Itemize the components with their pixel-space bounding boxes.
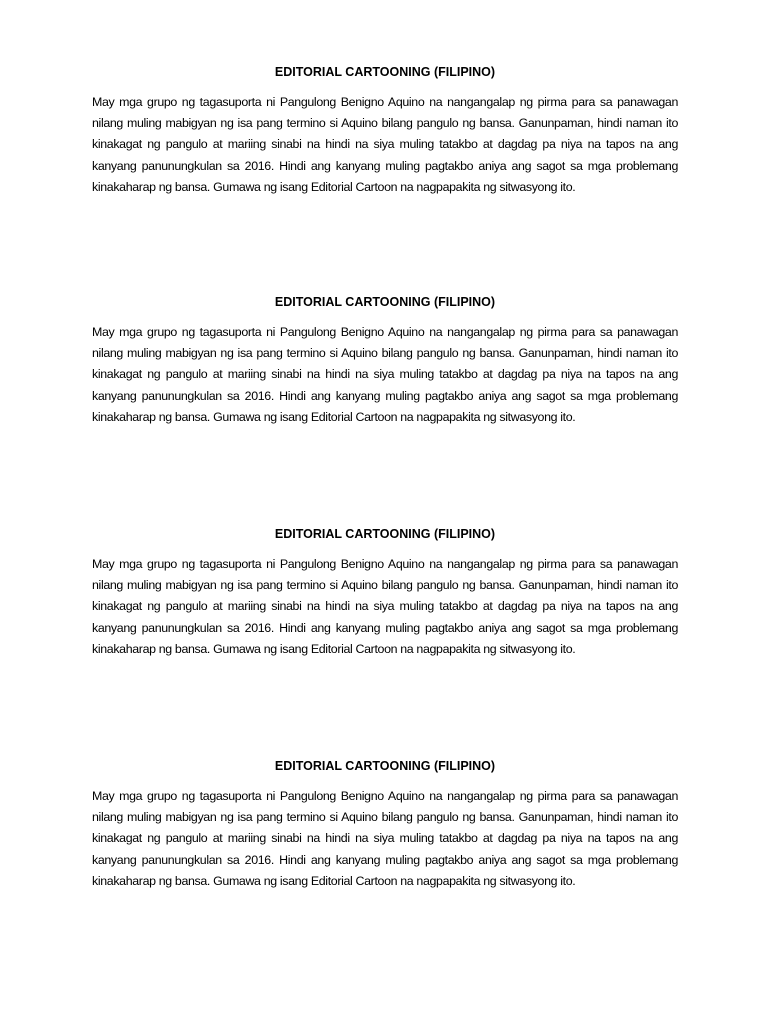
- prompt-section: [92, 758, 678, 892]
- prompt-section: [92, 64, 678, 198]
- section-body: May mga grupo ng tagasuporta ni Pangulong Benigno Aquino na nangangalap ng pirma para sa panawagan nilang muling mabigyan ng isa pang termino si Aquino bilang pangulo ng bansa. Ganunpaman, hindi naman ito kinakagat ng pangulo at mariing sinabi na hindi na siya muling tatakbo at dagdag pa niya na tapos na ang kanyang panunungkulan sa 2016. Hindi ang kanyang muling pagtakbo aniya ang sagot sa mga problemang kinakaharap ng bansa. Gumawa ng isang Editorial Cartoon na nagpapakita ng sitwasyong ito.: [92, 95, 678, 194]
- section-body: May mga grupo ng tagasuporta ni Pangulong Benigno Aquino na nangangalap ng pirma para sa panawagan nilang muling mabigyan ng isa pang termino si Aquino bilang pangulo ng bansa. Ganunpaman, hindi naman ito kinakagat ng pangulo at mariing sinabi na hindi na siya muling tatakbo at dagdag pa niya na tapos na ang kanyang panunungkulan sa 2016. Hindi ang kanyang muling pagtakbo aniya ang sagot sa mga problemang kinakaharap ng bansa. Gumawa ng isang Editorial Cartoon na nagpapakita ng sitwasyong ito.: [92, 325, 678, 424]
- section-title: EDITORIAL CARTOONING (FILIPINO): [274, 295, 496, 309]
- section-title: EDITORIAL CARTOONING (FILIPINO): [274, 527, 496, 541]
- section-title: EDITORIAL CARTOONING (FILIPINO): [274, 759, 496, 773]
- section-title: EDITORIAL CARTOONING (FILIPINO): [274, 65, 496, 79]
- section-body: May mga grupo ng tagasuporta ni Pangulong Benigno Aquino na nangangalap ng pirma para sa panawagan nilang muling mabigyan ng isa pang termino si Aquino bilang pangulo ng bansa. Ganunpaman, hindi naman ito kinakagat ng pangulo at mariing sinabi na hindi na siya muling tatakbo at dagdag pa niya na tapos na ang kanyang panunungkulan sa 2016. Hindi ang kanyang muling pagtakbo aniya ang sagot sa mga problemang kinakaharap ng bansa. Gumawa ng isang Editorial Cartoon na nagpapakita ng sitwasyong ito.: [92, 557, 678, 656]
- section-body: May mga grupo ng tagasuporta ni Pangulong Benigno Aquino na nangangalap ng pirma para sa panawagan nilang muling mabigyan ng isa pang termino si Aquino bilang pangulo ng bansa. Ganunpaman, hindi naman ito kinakagat ng pangulo at mariing sinabi na hindi na siya muling tatakbo at dagdag pa niya na tapos na ang kanyang panunungkulan sa 2016. Hindi ang kanyang muling pagtakbo aniya ang sagot sa mga problemang kinakaharap ng bansa. Gumawa ng isang Editorial Cartoon na nagpapakita ng sitwasyong ito.: [92, 789, 678, 888]
- prompt-section: [92, 526, 678, 660]
- prompt-section: [92, 294, 678, 428]
